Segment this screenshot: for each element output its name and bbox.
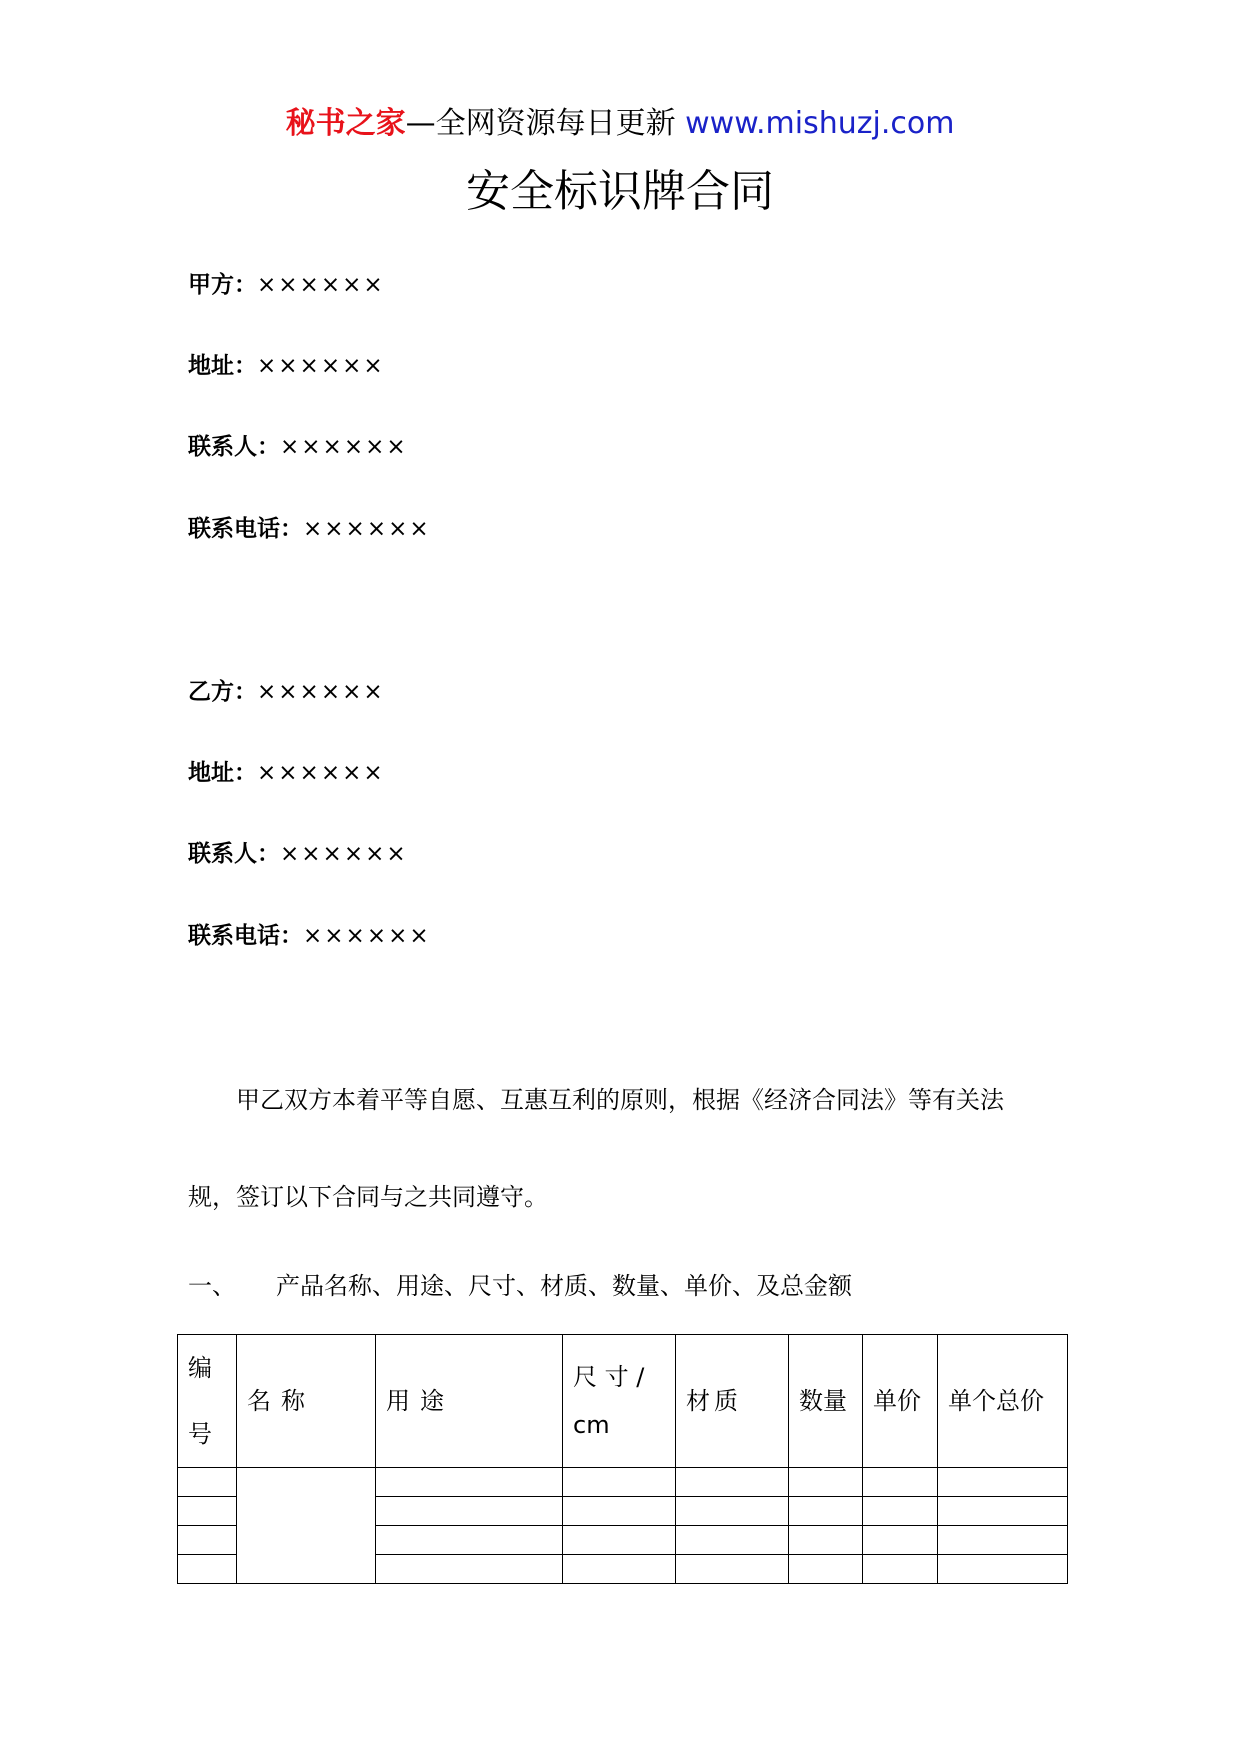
party-b-phone-value: ×××××× [303,923,431,949]
party-a-phone-value: ×××××× [303,516,431,542]
header-size-top: 尺 寸 / [573,1363,645,1391]
table-cell [563,1468,676,1497]
header-quantity: 数量 [789,1335,863,1468]
party-b-address [188,755,385,791]
party-b-phone [188,918,431,954]
header-use: 用途 [376,1335,563,1468]
table-cell [789,1468,863,1497]
party-b-address-value: ×××××× [257,760,385,786]
table-cell [178,1526,237,1555]
party-a-address-value: ×××××× [257,353,385,379]
table-cell [789,1497,863,1526]
party-a-contact-label: 联系人： [188,434,280,460]
header-unit-price: 单价 [863,1335,938,1468]
banner-url-link[interactable]: www.mishuzj.com [685,106,955,141]
header-number-bottom: 号 [188,1420,212,1448]
table-cell [863,1468,938,1497]
table-cell [178,1555,237,1584]
party-a-phone-label: 联系电话： [188,516,303,542]
table-cell [376,1497,563,1526]
table-cell [863,1555,938,1584]
section-1-text: 产品名称、用途、尺寸、材质、数量、单价、及总金额 [276,1272,852,1300]
site-banner [0,100,1240,148]
table-header-row [178,1335,1068,1468]
party-b-name-label: 乙方： [188,679,257,705]
header-number-top: 编 [188,1354,212,1382]
section-1-heading [188,1268,852,1304]
intro-line-2: 规，签订以下合同与之共同遵守。 [188,1183,548,1211]
table-cell [563,1555,676,1584]
party-b-contact [188,836,408,872]
banner-slogan: —全网资源每日更新 [405,106,686,141]
table-cell [676,1497,789,1526]
table-cell [863,1526,938,1555]
party-a-address-label: 地址： [188,353,257,379]
party-b-address-label: 地址： [188,760,257,786]
table-cell [789,1555,863,1584]
table-cell [789,1526,863,1555]
table-cell [863,1497,938,1526]
table-cell-name-merged [237,1468,376,1584]
party-b-contact-label: 联系人： [188,841,280,867]
section-1-number: 一、 [188,1272,236,1300]
table-row [178,1468,1068,1497]
table-cell [563,1497,676,1526]
party-b-name [188,674,385,710]
intro-line-1: 甲乙双方本着平等自愿、互惠互利的原则，根据《经济合同法》等有关法 [236,1086,1004,1114]
party-b-phone-label: 联系电话： [188,923,303,949]
table-cell [938,1497,1068,1526]
party-a-phone [188,511,431,547]
goods-table [177,1334,1068,1584]
table-cell [376,1526,563,1555]
party-a-name-label: 甲方： [188,272,257,298]
table-cell [563,1526,676,1555]
table-cell [938,1555,1068,1584]
header-size-bottom: cm [573,1411,610,1439]
header-size [563,1335,676,1468]
party-b-contact-value: ×××××× [280,841,408,867]
header-name: 名称 [237,1335,376,1468]
table-cell [178,1497,237,1526]
table-cell [376,1468,563,1497]
table-cell [676,1526,789,1555]
party-a-contact-value: ×××××× [280,434,408,460]
table-cell [676,1555,789,1584]
header-item-total: 单个总价 [938,1335,1068,1468]
table-cell [376,1555,563,1584]
party-a-name [188,267,385,303]
document-title: 安全标识牌合同 [466,166,774,217]
table-cell [178,1468,237,1497]
table-cell [938,1526,1068,1555]
table-cell [676,1468,789,1497]
party-b-name-value: ×××××× [257,679,385,705]
table-cell [938,1468,1068,1497]
party-a-address [188,348,385,384]
party-a-contact [188,429,408,465]
party-a-name-value: ×××××× [257,272,385,298]
header-material: 材质 [676,1335,789,1468]
banner-brand: 秘书之家 [285,106,406,141]
header-number [178,1335,237,1468]
